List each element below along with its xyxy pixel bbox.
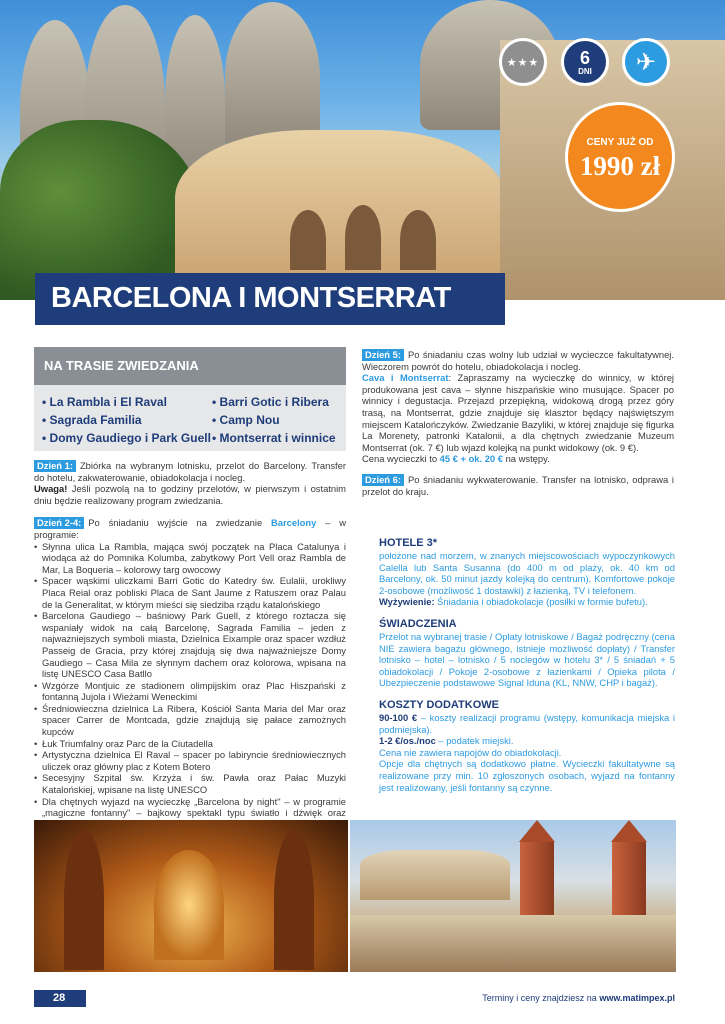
day1-block [34,460,346,506]
price-badge [565,102,675,212]
days-badge [561,38,609,86]
day5-text: Po śniadaniu czas wolny lub udział w wycieczce fakultatywnej. Wieczorem powrót do hotelu, obiadokolacja i nocleg. [362,349,674,372]
day1-note-bold: Uwaga! [34,483,68,495]
day5-highlight: Cava i Montserrat [362,372,449,384]
list-item: • Dla chętnych wyjazd na wycieczkę „Barcelona by night" – w programie „magiczne fontanny" – bajkowy spektakl typu światło i dźwięk oraz [34,796,346,842]
meal-text: Śniadania i obiadokolacje (posiłki w formie bufetu). [434,596,648,608]
route-item: • Sagrada Familia [42,413,142,427]
list-item: • Wzgórze Montjuic ze stadionem olimpijskim oraz Plac Hiszpański z fontanną Jujola i Wieżami Weneckimi [34,680,346,703]
list-item: • Artystyczna dzielnica El Raval – spacer po labiryncie średniowiecznych uliczek oraz główny plac z Kotem Botero [34,749,346,772]
extra-title: KOSZTY DODATKOWE [379,698,499,711]
stars-badge [499,38,547,86]
list-item: • Spacer wąskimi uliczkami Barri Gotic do Katedry św. Eulalii, urokliwy Placa Reial oraz pobliski Placa de Sant Jaume z Ratuszem oraz Palau de la Generalitat, w którym mieści się siedziba rządu katalońskiego [34,575,346,610]
day5-block [362,349,674,465]
extra-cost-3: Cena nie zawiera napojów do obiadokolacji. [379,746,562,758]
day24-list [34,541,346,842]
hotels-desc: położone nad morzem, w znanych miejscowościach wypoczynkowych Calella lub Santa Susanna (do 400 m od plaży, ok. 40 km od Barcelony, ok. 50 minut jazdy kolejką do centrum). Komfortowe pokoje 2-osobowe (możliwość 1 dostawki) z łazienką, TV i telefonem. [379,550,675,596]
route-header: NA TRASIE ZWIEDZANIA [34,347,346,385]
route-item: • Montserrat i winnice [212,431,336,445]
day24-intro: Po śniadaniu wyjście na zwiedzanie [88,517,272,529]
hotels-title: HOTELE 3* [379,537,438,549]
meal-bold: Wyżywienie: [379,596,435,608]
footer-text [482,993,675,1003]
list-item: • Średniowieczna dzielnica La Ribera, Kościół Santa Maria del Mar oraz spacer Carrer de Montcada, gdzie znajdują się pałace zamożnych kupców [34,703,346,738]
route-item: • Barri Gotic i Ribera [212,395,329,409]
extra-cost-2-bold: 1-2 €/os./noc [379,735,436,747]
palace [360,850,510,900]
days-number: 6 [579,47,590,68]
left-column [34,347,346,854]
services-title: ŚWIADCZENIA [379,617,457,630]
window-arch [290,210,326,270]
altar [154,850,224,960]
window-arch [400,210,436,270]
column [274,830,314,970]
footer-url[interactable]: www.matimpex.pl [599,993,675,1003]
day6-block [362,474,674,497]
list-item: • Słynna ulica La Rambla, mająca swój początek na Placa Catalunya i wiodąca aż do Pomnika Kolumba, zabytkowy Port Vell oraz Rambla de Mar, La Boqueria – kolorowy targ owocowy [34,541,346,576]
extra-cost-1-bold: 90-100 € [379,711,418,723]
footer-label: Terminy i ceny znajdziesz na [482,993,600,1003]
day1-note: Jeśli pozwolą na to godziny przelotów, w pierwszym i ostatnim dniu będzie realizowany program zwiedzania. [34,483,346,506]
day1-label: Dzień 1: [34,460,76,472]
extra-text [379,712,675,793]
list-item: • Łuk Triumfalny oraz Parc de la Ciutadella [34,738,346,750]
page-title: BARCELONA I MONTSERRAT [51,282,451,314]
hotels-text [379,550,675,608]
column [64,830,104,970]
day5-price-highlight: 45 € + ok. 20 € [439,453,503,465]
day1-text: Zbiórka na wybranym lotnisku, przelot do Barcelony. Transfer do hotelu, zakwaterowanie, obiadokolacja i nocleg. [34,460,346,483]
days-label: DNI [578,66,592,76]
star-icon: ★★★ [506,56,540,69]
plane-icon: ✈ [635,48,657,76]
day24-intro-end: – w programie: [34,517,346,540]
day5-text-b: : Zapraszamy na wycieczkę do winnicy, w której produkowana jest cava – słynne hiszpańskie wino musujące. Spacer po winnicy i degustacja. Przejazd przepiękną, widokową drogą przez góry trasą, na Montserrat, gdzie znajduje się klasztor będący najświętszym miejscem Katalończyków. Zwiedzanie Bazyliki, w której znajduje się figurka La Morenety, patronki Katalonii, a dla chętnych zwiedzanie Muzeum Montserrat (ok. 7 €) lub wjazd kolejką na punkt widokowy (ok. 9 €). [362,372,674,453]
day24-block [34,517,346,853]
day5-label: Dzień 5: [362,349,404,361]
right-column [362,349,674,497]
extra-cost-1: – koszty realizacji programu (wstępy, komunikacja miejska i podmiejska). [379,711,675,735]
basilica-interior-photo [34,820,348,972]
day5-price-b: na wstępy. [502,453,550,465]
window-arch [345,205,381,270]
title-bar [35,273,505,325]
info-box [379,537,675,793]
route-item: • La Rambla i El Raval [42,395,167,409]
day6-label: Dzień 6: [362,474,404,486]
day6-text: Po śniadaniu wykwaterowanie. Transfer na lotnisko, odprawa i przelot do kraju. [362,473,674,497]
plane-badge [622,38,670,86]
page-number: 28 [34,990,86,1007]
list-item: • Secesyjny Szpital św. Krzyża i św. Pawła oraz Pałac Muzyki Katalońskiej, wpisane na listę UNESCO [34,772,346,795]
tower-roof [519,820,555,842]
extra-cost-2: – podatek miejski. [435,735,514,747]
tower-roof [611,820,647,842]
day24-highlight: Barcelony [271,517,317,529]
route-item: • Camp Nou [212,413,280,427]
day5-price-a: Cena wycieczki to [362,453,440,465]
list-item: • Barcelona Gaudiego – baśniowy Park Guell, z którego roztacza się wspaniały widok na całą Barcelonę, Sagrada Familia – jeden z najważniejszych symboli miasta, Dzielnica Eixample oraz spacer wzdłuż Passeig de Gracia, przy której znajdują się dwa najważniejsze Domy Gaudiego – Casa Mila ze słynnym dachem oraz kolorowa, wpisana na listę UNESCO Casa Batllo [34,610,346,680]
price-value: 1990 zł [579,151,661,181]
route-list [34,385,346,451]
extra-cost-4: Opcje dla chętnych są dodatkowo płatne. Wycieczki fakultatywne są realizowane przy min. 10 zgłoszonych osobach, wyjazd na fontanny jest realizowany, jeśli fontanny są czynne. [379,758,675,793]
services-text: Przelot na wybranej trasie / Opłaty lotniskowe / Bagaż podręczny (cena NIE zawiera bagażu głównego, istnieje możliwość dopłaty) / Transfer lotnisko – hotel – lotnisko / 5 noclegów w hotelu 3* / 5 śniadań + 5 obiadokolacji / Pokoje 2-osobowe z łazienkami / Opieka pilota / Ubezpieczenie podstawowe Signal Iduna (KL, NNW, CHP i bagaż). [379,630,675,689]
route-item: • Domy Gaudiego i Park Guell [42,431,211,445]
price-prefix: CENY JUŻ OD [586,137,654,148]
barcelona-plaza-photo [350,820,676,972]
buildings [350,915,676,972]
day24-label: Dzień 2-4: [34,517,84,529]
